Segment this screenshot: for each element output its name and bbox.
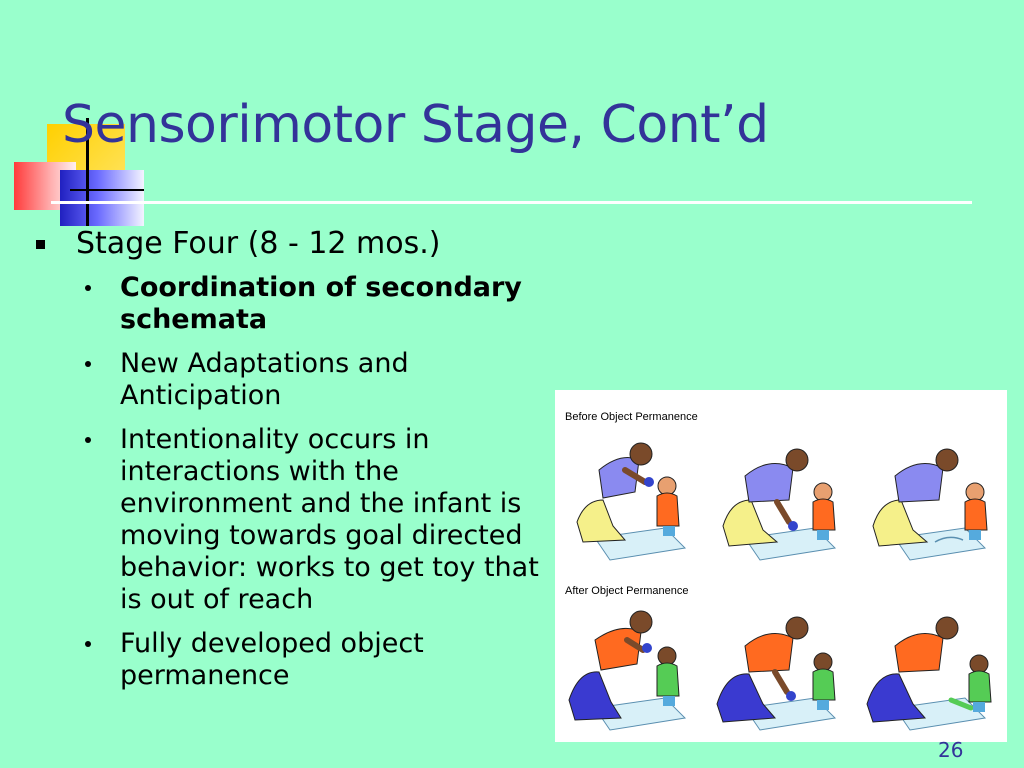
bullet-stage-four-text: Stage Four (8 - 12 mos.): [76, 226, 441, 261]
caption-after: After Object Permanence: [565, 585, 689, 597]
dot-bullet-icon: [85, 285, 91, 291]
title-underline-rule: [51, 201, 972, 204]
page-number: 26: [938, 738, 964, 762]
bullet-stage-four: [36, 226, 546, 262]
decor-horizontal-line: [70, 189, 144, 191]
slide-title: Sensorimotor Stage, Cont’d: [62, 95, 769, 155]
after-panel-3-illustration: [855, 600, 1003, 742]
bullet-list: [36, 226, 546, 704]
after-panel-2-illustration: [705, 600, 853, 742]
square-bullet-icon: [36, 240, 45, 249]
sub-bullet-item: New Adaptations and Anticipation: [120, 348, 546, 412]
dot-bullet-icon: [85, 437, 91, 443]
object-permanence-illustration: [555, 390, 1007, 742]
before-panel-1-illustration: [555, 430, 703, 580]
after-panel-1-illustration: [555, 600, 703, 742]
sub-bullet-item: Intentionality occurs in interactions with the environment and the infant is moving towards goal directed behavior: works to get toy that is out of reach: [120, 424, 546, 616]
caption-before: Before Object Permanence: [565, 411, 698, 423]
sub-bullet-list: [36, 272, 546, 692]
before-panel-3-illustration: [855, 430, 1003, 580]
dot-bullet-icon: [85, 641, 91, 647]
sub-bullet-item: Coordination of secondary schemata: [120, 272, 546, 336]
before-panel-2-illustration: [705, 430, 853, 580]
dot-bullet-icon: [85, 361, 91, 367]
sub-bullet-item: Fully developed object permanence: [120, 628, 546, 692]
decor-blue-square: [60, 170, 144, 226]
